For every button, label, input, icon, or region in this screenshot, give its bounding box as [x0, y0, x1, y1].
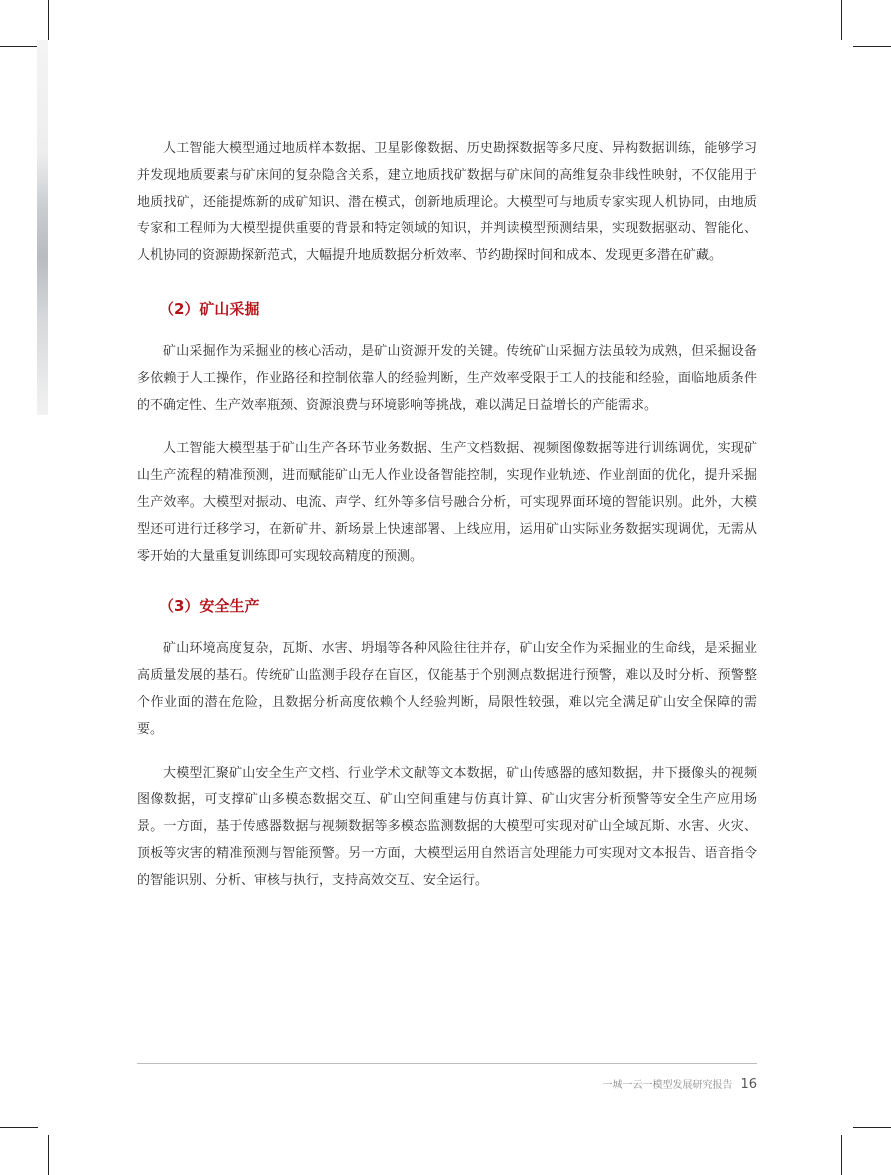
report-title: 一城一云一模型发展研究报告	[602, 1080, 733, 1091]
crop-mark	[48, 0, 49, 40]
crop-mark	[853, 1127, 891, 1128]
page-footer	[602, 1076, 757, 1092]
footer-divider	[137, 1063, 757, 1064]
crop-mark	[48, 1135, 49, 1175]
paragraph-mining-1: 矿山采掘作为采掘业的核心活动，是矿山资源开发的关键。传统矿山采掘方法虽较为成熟，但采掘设备多依赖于人工操作，作业路径和控制依靠人的经验判断，生产效率受限于工人的技能和经验，面临地质条件的不确定性、生产效率瓶颈、资源浪费与环境影响等挑战，难以满足日益增长的产能需求。	[137, 343, 757, 413]
page-number: 16	[740, 1077, 757, 1092]
paragraph-mining-2: 人工智能大模型基于矿山生产各环节业务数据、生产文档数据、视频图像数据等进行训练调优，实现矿山生产流程的精准预测，进而赋能矿山无人作业设备智能控制，实现作业轨迹、作业剖面的优化，提升采掘生产效率。大模型对振动、电流、声学、红外等多信号融合分析，可实现界面环境的智能识别。此外，大模型还可进行迁移学习，在新矿井、新场景上快速部署、上线应用，运用矿山实际业务数据实现调优，无需从零开始的大量重复训练即可实现较高精度的预测。	[137, 441, 757, 564]
crop-mark	[841, 0, 842, 40]
section-heading-mining: （2）矿山采掘	[159, 299, 260, 318]
paragraph-safety-1: 矿山环境高度复杂，瓦斯、水害、坍塌等各种风险往往并存，矿山安全作为采掘业的生命线，是采掘业高质量发展的基石。传统矿山监测手段存在盲区，仅能基于个别测点数据进行预警，难以及时分析、预警整个作业面的潜在危险，且数据分析高度依赖个人经验判断，局限性较强，难以完全满足矿山安全保障的需要。	[137, 641, 757, 737]
crop-mark	[0, 1127, 38, 1128]
paragraph-geo-exploration: 人工智能大模型通过地质样本数据、卫星影像数据、历史勘探数据等多尺度、异构数据训练，能够学习并发现地质要素与矿床间的复杂隐含关系，建立地质找矿数据与矿床间的高维复杂非线性映射，不仅能用于地质找矿，还能提炼新的成矿知识、潜在模式，创新地质理论。大模型可与地质专家实现人机协同，由地质专家和工程师为大模型提供重要的背景和特定领域的知识，并判读模型预测结果，实现数据驱动、智能化、人机协同的资源勘探新范式，大幅提升地质数据分析效率、节约勘探时间和成本、发现更多潜在矿藏。	[137, 141, 757, 264]
section-heading-safety: （3）安全生产	[159, 597, 260, 616]
crop-mark	[841, 1135, 842, 1175]
paragraph-safety-2: 大模型汇聚矿山安全生产文档、行业学术文献等文本数据，矿山传感器的感知数据，井下摄像头的视频图像数据，可支撑矿山多模态数据交互、矿山空间重建与仿真计算、矿山灾害分析预警等安全生产应用场景。一方面，基于传感器数据与视频数据等多模态监测数据的大模型可实现对矿山全域瓦斯、水害、火灾、顶板等灾害的精准预测与智能预警。另一方面，大模型运用自然语言处理能力可实现对文本报告、语音指令的智能识别、分析、审核与执行，支持高效交互、安全运行。	[137, 765, 757, 888]
bleed-image-strip	[37, 40, 48, 415]
crop-mark	[0, 46, 38, 47]
crop-mark	[853, 46, 891, 47]
page-content	[137, 136, 757, 895]
